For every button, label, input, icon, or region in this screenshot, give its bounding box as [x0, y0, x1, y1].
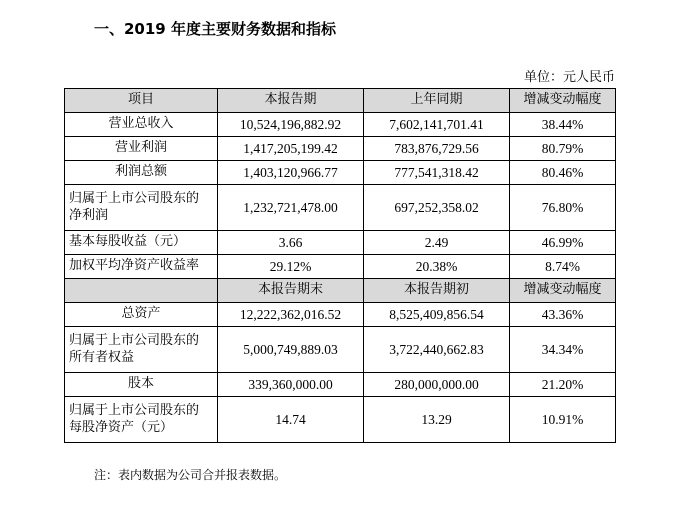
cell-change: 43.36% — [510, 303, 616, 327]
column-header-period-end: 本报告期末 — [218, 279, 364, 303]
table-subheader-row — [65, 279, 616, 303]
row-label — [65, 397, 218, 443]
column-header-item: 项目 — [65, 89, 218, 113]
cell-current: 1,417,205,199.42 — [218, 137, 364, 161]
cell-change: 10.91% — [510, 397, 616, 443]
cell-change: 21.20% — [510, 373, 616, 397]
cell-current: 10,524,196,882.92 — [218, 113, 364, 137]
financial-data-table — [64, 88, 616, 443]
row-label-line-2: 净利润 — [69, 207, 109, 223]
cell-prior: 777,541,318.42 — [364, 161, 510, 185]
column-header-change: 增减变动幅度 — [510, 89, 616, 113]
table-row — [65, 327, 616, 373]
table-row — [65, 231, 616, 255]
table-row — [65, 373, 616, 397]
cell-change: 46.99% — [510, 231, 616, 255]
cell-change: 8.74% — [510, 255, 616, 279]
row-label: 营业利润 — [65, 137, 218, 161]
cell-period-start: 3,722,440,662.83 — [364, 327, 510, 373]
row-label-line-2: 所有者权益 — [69, 349, 135, 365]
row-label — [65, 185, 218, 231]
cell-current: 29.12% — [218, 255, 364, 279]
column-header-change: 增减变动幅度 — [510, 279, 616, 303]
cell-current: 3.66 — [218, 231, 364, 255]
row-label: 营业总收入 — [65, 113, 218, 137]
cell-period-start: 8,525,409,856.54 — [364, 303, 510, 327]
cell-period-start: 280,000,000.00 — [364, 373, 510, 397]
row-label: 加权平均净资产收益率 — [65, 255, 218, 279]
cell-change: 38.44% — [510, 113, 616, 137]
column-header-prior-period: 上年同期 — [364, 89, 510, 113]
cell-prior: 783,876,729.56 — [364, 137, 510, 161]
cell-period-end: 14.74 — [218, 397, 364, 443]
table-row — [65, 161, 616, 185]
cell-change: 34.34% — [510, 327, 616, 373]
table-header-row — [65, 89, 616, 113]
cell-period-end: 5,000,749,889.03 — [218, 327, 364, 373]
cell-prior: 2.49 — [364, 231, 510, 255]
cell-prior: 697,252,358.02 — [364, 185, 510, 231]
row-label — [65, 327, 218, 373]
column-header-current-period: 本报告期 — [218, 89, 364, 113]
cell-current: 1,232,721,478.00 — [218, 185, 364, 231]
table-row — [65, 397, 616, 443]
row-label-line-1: 归属于上市公司股东的 — [69, 190, 200, 206]
row-label: 总资产 — [65, 303, 218, 327]
table-footnote: 注：表内数据为公司合并报表数据。 — [94, 468, 287, 482]
section-title: 一、2019 年度主要财务数据和指标 — [94, 20, 336, 38]
column-header-blank — [65, 279, 218, 303]
unit-label: 单位：元人民币 — [523, 70, 615, 85]
table-row — [65, 113, 616, 137]
cell-current: 1,403,120,966.77 — [218, 161, 364, 185]
row-label-line-2: 每股净资产（元） — [69, 419, 174, 435]
cell-change: 76.80% — [510, 185, 616, 231]
table-row — [65, 137, 616, 161]
table-row — [65, 255, 616, 279]
row-label: 股本 — [65, 373, 218, 397]
cell-period-start: 13.29 — [364, 397, 510, 443]
row-label: 利润总额 — [65, 161, 218, 185]
table-row — [65, 185, 616, 231]
cell-prior: 7,602,141,701.41 — [364, 113, 510, 137]
row-label: 基本每股收益（元） — [65, 231, 218, 255]
cell-period-end: 12,222,362,016.52 — [218, 303, 364, 327]
table-row — [65, 303, 616, 327]
row-label-line-1: 归属于上市公司股东的 — [69, 332, 200, 348]
cell-period-end: 339,360,000.00 — [218, 373, 364, 397]
cell-change: 80.46% — [510, 161, 616, 185]
cell-prior: 20.38% — [364, 255, 510, 279]
column-header-period-start: 本报告期初 — [364, 279, 510, 303]
cell-change: 80.79% — [510, 137, 616, 161]
row-label-line-1: 归属于上市公司股东的 — [69, 402, 200, 418]
